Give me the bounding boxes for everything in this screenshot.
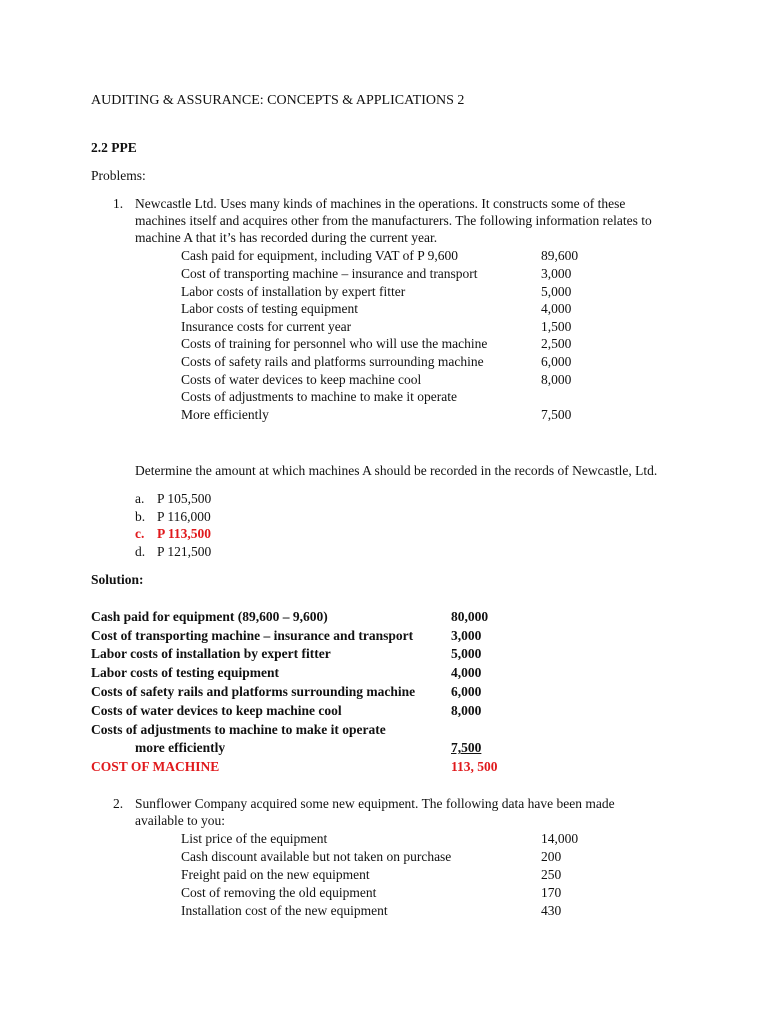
- item-value: 430: [541, 903, 562, 918]
- choice-text-correct: P 113,500: [157, 526, 212, 541]
- choice-text: P 121,500: [157, 544, 212, 559]
- item-label: List price of the equipment: [181, 831, 328, 846]
- choice-letter: d.: [135, 544, 146, 559]
- item-label: Labor costs of installation by expert fitter: [181, 284, 406, 299]
- problem-intro-line: Newcastle Ltd. Uses many kinds of machines in the operations. It constructs some of these: [135, 196, 626, 211]
- item-label: Cash paid for equipment, including VAT of P 9,600: [181, 248, 458, 263]
- item-value: 6,000: [541, 354, 572, 369]
- problem-intro-line: machines itself and acquires other from the manufacturers. The following information relates to: [135, 213, 652, 228]
- solution-row-label: Labor costs of testing equipment: [91, 665, 280, 680]
- item-label: Installation cost of the new equipment: [181, 903, 388, 918]
- item-label: Insurance costs for current year: [181, 319, 352, 334]
- solution-row-label: Labor costs of installation by expert fitter: [91, 646, 331, 661]
- item-label: Cost of removing the old equipment: [181, 885, 377, 900]
- item-label: Cost of transporting machine – insurance and transport: [181, 266, 478, 281]
- item-value: 200: [541, 849, 562, 864]
- item-value: 14,000: [541, 831, 579, 846]
- item-value: 89,600: [541, 248, 579, 263]
- item-value: 3,000: [541, 266, 572, 281]
- total-label: COST OF MACHINE: [91, 759, 220, 774]
- item-value: 2,500: [541, 336, 572, 351]
- choice-letter: a.: [135, 491, 145, 506]
- section-heading: 2.2 PPE: [91, 140, 137, 155]
- solution-row-value: 4,000: [451, 665, 482, 680]
- solution-row-label: Costs of water devices to keep machine cool: [91, 703, 342, 718]
- item-label: Cash discount available but not taken on purchase: [181, 849, 452, 864]
- total-value: 113, 500: [451, 759, 498, 774]
- solution-row-label: Cost of transporting machine – insurance and transport: [91, 628, 414, 643]
- item-value: 250: [541, 867, 562, 882]
- item-label: Costs of training for personnel who will use the machine: [181, 336, 488, 351]
- item-value: 170: [541, 885, 562, 900]
- solution-row-value: 5,000: [451, 646, 482, 661]
- solution-row-value: 3,000: [451, 628, 482, 643]
- solution-row-label: Cash paid for equipment (89,600 – 9,600): [91, 609, 328, 624]
- solution-row-value: 8,000: [451, 703, 482, 718]
- item-value: 5,000: [541, 284, 572, 299]
- item-value: 4,000: [541, 301, 572, 316]
- problems-label: Problems:: [91, 168, 146, 183]
- problem-intro-line: available to you:: [135, 813, 225, 828]
- item-label: Costs of safety rails and platforms surrounding machine: [181, 354, 484, 369]
- question-text: Determine the amount at which machines A should be recorded in the records of Newcastle, Ltd.: [135, 463, 658, 478]
- problem-number: 1.: [113, 196, 124, 211]
- solution-row-label: more efficiently: [135, 740, 226, 755]
- item-label: Freight paid on the new equipment: [181, 867, 370, 882]
- item-label: More efficiently: [181, 407, 269, 422]
- choice-text: P 116,000: [157, 509, 211, 524]
- problem-intro-line: machine A that it’s has recorded during the current year.: [135, 230, 438, 245]
- solution-row-value: 80,000: [451, 609, 489, 624]
- solution-row-value: 6,000: [451, 684, 482, 699]
- item-label: Costs of water devices to keep machine cool: [181, 372, 422, 387]
- solution-row-label: Costs of safety rails and platforms surrounding machine: [91, 684, 416, 699]
- choice-letter: b.: [135, 509, 146, 524]
- item-label: Labor costs of testing equipment: [181, 301, 358, 316]
- document-title: AUDITING & ASSURANCE: CONCEPTS & APPLICATIONS 2: [91, 93, 465, 108]
- solution-row-value: 7,500: [451, 740, 482, 755]
- choice-text: P 105,500: [157, 491, 212, 506]
- choice-letter-correct: c.: [135, 526, 145, 541]
- item-label: Costs of adjustments to machine to make it operate: [181, 389, 457, 404]
- item-value: 8,000: [541, 372, 572, 387]
- problem-number: 2.: [113, 796, 124, 811]
- solution-row-label: Costs of adjustments to machine to make it operate: [91, 722, 386, 737]
- item-value: 1,500: [541, 319, 572, 334]
- problem-intro-line: Sunflower Company acquired some new equipment. The following data have been made: [135, 796, 615, 811]
- solution-label: Solution:: [91, 572, 144, 587]
- item-value: 7,500: [541, 407, 572, 422]
